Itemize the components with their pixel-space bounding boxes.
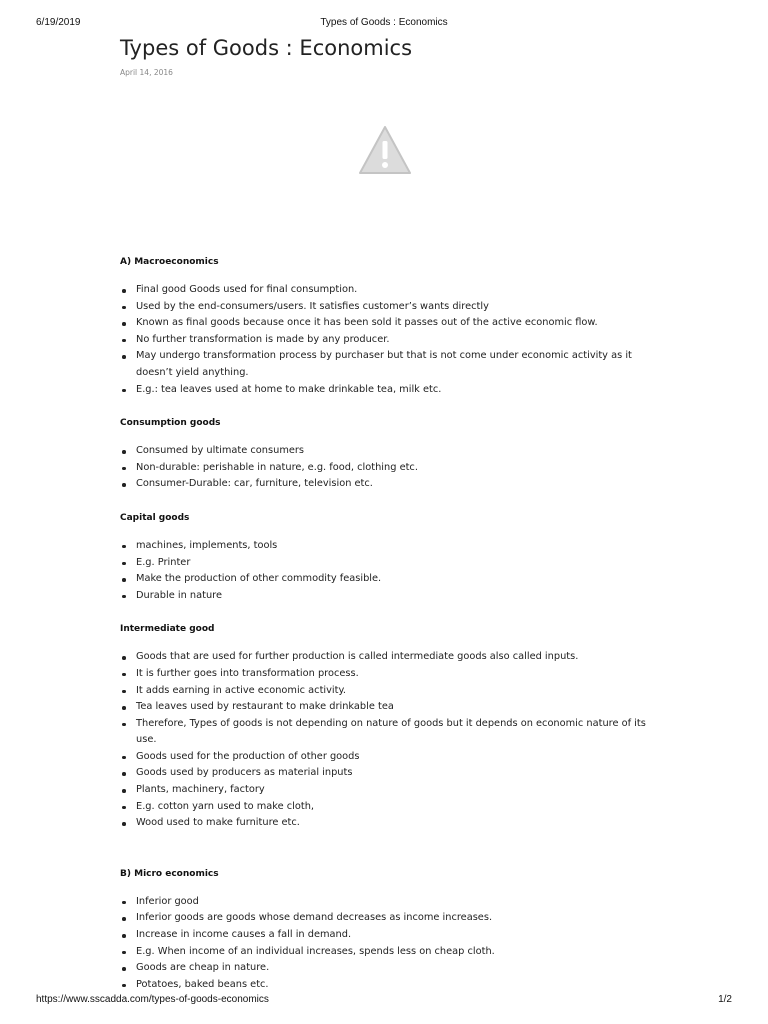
list-item: Final good Goods used for final consumption.	[120, 282, 660, 299]
list-item: Tea leaves used by restaurant to make drinkable tea	[120, 699, 660, 716]
print-footer	[36, 994, 732, 1008]
bullet-list	[120, 443, 660, 493]
list-item: E.g.: tea leaves used at home to make drinkable tea, milk etc.	[120, 382, 660, 399]
broken-image-placeholder	[120, 125, 660, 185]
article	[120, 34, 660, 993]
bullet-list	[120, 538, 660, 604]
print-header	[36, 17, 732, 31]
list-item: E.g. When income of an individual increases, spends less on cheap cloth.	[120, 944, 660, 961]
list-item: Goods are cheap in nature.	[120, 960, 660, 977]
list-item: Inferior good	[120, 894, 660, 911]
article-body	[120, 256, 660, 993]
list-item: Potatoes, baked beans etc.	[120, 977, 660, 994]
article-date: April 14, 2016	[120, 68, 173, 77]
list-item: Goods used for the production of other goods	[120, 749, 660, 766]
list-item: machines, implements, tools	[120, 538, 660, 555]
bullet-list	[120, 894, 660, 994]
list-item: Make the production of other commodity feasible.	[120, 571, 660, 588]
section-micro-economics	[120, 868, 660, 994]
print-date: 6/19/2019	[36, 17, 81, 28]
list-item: Plants, machinery, factory	[120, 782, 660, 799]
list-item: Known as final goods because once it has been sold it passes out of the active economic flow.	[120, 315, 660, 332]
page-number: 1/2	[718, 994, 732, 1005]
list-item: Wood used to make furniture etc.	[120, 815, 660, 832]
list-item: Goods used by producers as material inputs	[120, 765, 660, 782]
section-consumption-goods	[120, 417, 660, 493]
list-item: Used by the end-consumers/users. It satisfies customer’s wants directly	[120, 299, 660, 316]
list-item: Consumer-Durable: car, furniture, television etc.	[120, 476, 660, 493]
list-item: Non-durable: perishable in nature, e.g. food, clothing etc.	[120, 460, 660, 477]
list-item: Goods that are used for further production is called intermediate goods also called inputs.	[120, 649, 660, 666]
print-page-title: Types of Goods : Economics	[320, 17, 448, 28]
section-heading: A) Macroeconomics	[120, 257, 219, 267]
list-item: May undergo transformation process by purchaser but that is not come under economic activity as it doesn’t yield anything.	[120, 348, 660, 381]
list-item: It adds earning in active economic activity.	[120, 683, 660, 700]
section-heading: Intermediate good	[120, 624, 215, 635]
list-item: E.g. Printer	[120, 555, 660, 572]
page-url: https://www.sscadda.com/types-of-goods-economics	[36, 994, 269, 1005]
bullet-list	[120, 282, 660, 398]
list-item: Consumed by ultimate consumers	[120, 443, 660, 460]
section-capital-goods	[120, 512, 660, 604]
section-macroeconomics	[120, 256, 660, 398]
list-item: Inferior goods are goods whose demand decreases as income increases.	[120, 910, 660, 927]
section-heading: Consumption goods	[120, 418, 221, 429]
list-item: E.g. cotton yarn used to make cloth,	[120, 799, 660, 816]
warning-triangle-icon	[358, 125, 412, 175]
list-item: It is further goes into transformation process.	[120, 666, 660, 683]
list-item: Increase in income causes a fall in demand.	[120, 927, 660, 944]
list-item: Durable in nature	[120, 588, 660, 605]
section-heading: Capital goods	[120, 512, 190, 523]
section-heading: B) Micro economics	[120, 868, 219, 879]
list-item: Therefore, Types of goods is not depending on nature of goods but it depends on economic nature of its use.	[120, 716, 660, 749]
section-intermediate-good	[120, 623, 660, 832]
bullet-list	[120, 649, 660, 832]
article-title: Types of Goods : Economics	[120, 36, 413, 60]
list-item: No further transformation is made by any producer.	[120, 332, 660, 349]
